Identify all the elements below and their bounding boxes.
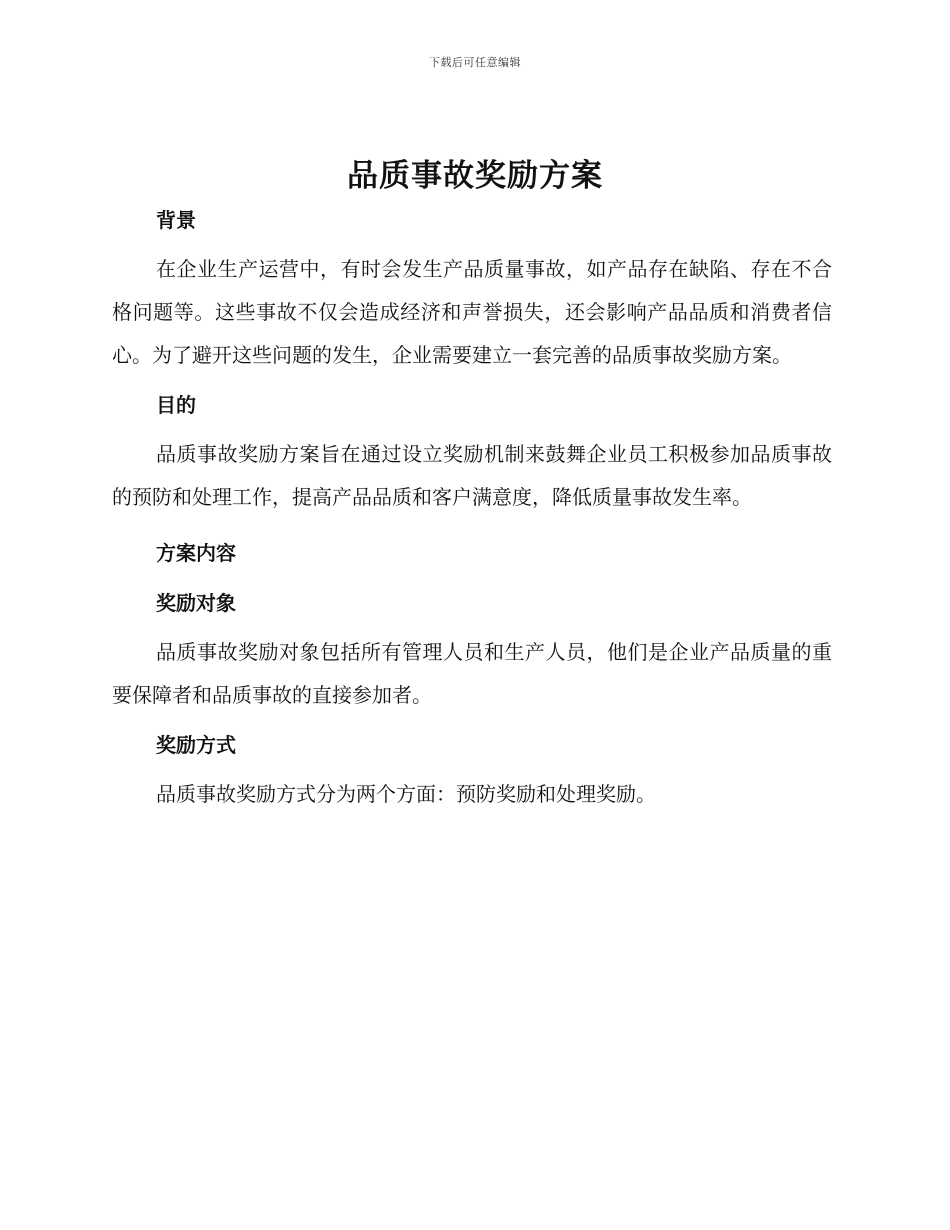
section-heading-purpose: 目的 (156, 393, 196, 417)
section-text-targets: 品质事故奖励对象包括所有管理人员和生产人员，他们是企业产品质量的重要保障者和品质事故的直接参加者。 (112, 640, 832, 707)
section-heading-background: 背景 (156, 208, 196, 232)
page-header: 下载后可任意编辑 (429, 56, 521, 69)
section-heading-content: 方案内容 (156, 541, 236, 565)
document-title: 品质事故奖励方案 (347, 158, 603, 194)
section-text-background: 在企业生产运营中，有时会发生产品质量事故，如产品存在缺陷、存在不合格问题等。这些事故不仅会造成经济和声誉损失，还会影响产品品质和消费者信心。为了避开这些问题的发生，企业需要建立一套完善的品质事故奖励方案。 (112, 257, 832, 367)
document-body (112, 204, 832, 816)
section-heading-targets: 奖励对象 (156, 591, 236, 615)
section-text-purpose: 品质事故奖励方案旨在通过设立奖励机制来鼓舞企业员工积极参加品质事故的预防和处理工作，提高产品品质和客户满意度，降低质量事故发生率。 (112, 442, 832, 509)
section-text-methods: 品质事故奖励方式分为两个方面：预防奖励和处理奖励。 (156, 782, 656, 806)
section-heading-methods: 奖励方式 (156, 733, 236, 757)
